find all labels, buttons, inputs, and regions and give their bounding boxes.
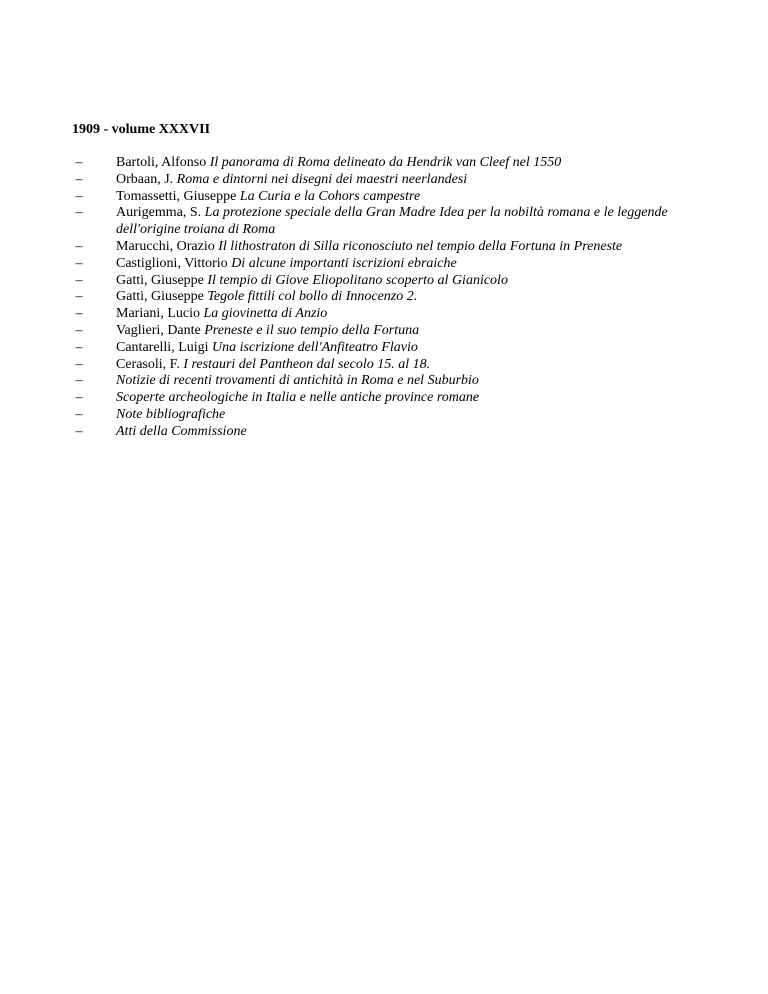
entry-author: Tomassetti, Giuseppe bbox=[116, 188, 237, 204]
list-item bbox=[72, 424, 692, 441]
entry-author: Bartoli, Alfonso bbox=[116, 155, 207, 170]
entry-title: La protezione speciale della Gran Madre Idea per la nobiltà romana e le leggende dell'origine troiana di Roma bbox=[116, 205, 668, 238]
dash-bullet: – bbox=[75, 322, 83, 338]
entry-author: Mariani, Lucio bbox=[116, 306, 200, 322]
entry-title: Note bibliografiche bbox=[116, 406, 226, 422]
entry-author: Cerasoli, F. bbox=[116, 356, 180, 372]
dash-bullet: – bbox=[75, 373, 83, 389]
list-item bbox=[72, 189, 692, 206]
entry-title: Preneste e il suo tempio della Fortuna bbox=[204, 322, 420, 338]
entry-author: Cantarelli, Luigi bbox=[116, 339, 209, 355]
entry-title: Atti della Commissione bbox=[116, 423, 247, 439]
list-item bbox=[72, 373, 692, 390]
entry-author: Orbaan, J. bbox=[116, 171, 174, 187]
list-item bbox=[72, 306, 692, 323]
entry-author: Vaglieri, Dante bbox=[116, 322, 201, 338]
dash-bullet: – bbox=[75, 272, 83, 288]
list-item bbox=[72, 205, 692, 239]
entry-title: La Curia e la Cohors campestre bbox=[239, 188, 421, 204]
list-item bbox=[72, 289, 692, 306]
entry-title: La giovinetta di Anzio bbox=[203, 306, 328, 322]
dash-bullet: – bbox=[75, 356, 83, 372]
entry-title: Di alcune importanti iscrizioni ebraiche bbox=[231, 255, 457, 271]
entry-title: Il lithostraton di Silla riconosciuto nel tempio della Fortuna in Preneste bbox=[218, 238, 623, 254]
dash-bullet: – bbox=[75, 339, 83, 355]
dash-bullet: – bbox=[75, 155, 83, 170]
list-item bbox=[72, 323, 692, 340]
entry-title: Una iscrizione dell'Anfiteatro Flavio bbox=[212, 339, 418, 355]
dash-bullet: – bbox=[75, 306, 83, 322]
entry-author: Marucchi, Orazio bbox=[116, 238, 215, 254]
entry-title: Il panorama di Roma delineato da Hendrik van Cleef nel 1550 bbox=[209, 155, 562, 170]
entry-author: Castiglioni, Vittorio bbox=[116, 255, 228, 271]
list-item bbox=[72, 390, 692, 407]
entry-title: Il tempio di Giove Eliopolitano scoperto al Gianicolo bbox=[207, 272, 508, 288]
list-item bbox=[72, 273, 692, 290]
list-item bbox=[72, 256, 692, 273]
dash-bullet: – bbox=[75, 255, 83, 271]
entry-author: Gatti, Giuseppe bbox=[116, 289, 204, 305]
entry-author: Gatti, Giuseppe bbox=[116, 272, 204, 288]
dash-bullet: – bbox=[75, 188, 83, 204]
entry-title: Notizie di recenti trovamenti di antichità in Roma e nel Suburbio bbox=[116, 373, 479, 389]
dash-bullet: – bbox=[75, 238, 83, 254]
list-item bbox=[72, 340, 692, 357]
volume-heading: 1909 - volume XXXVII bbox=[72, 122, 211, 137]
dash-bullet: – bbox=[75, 171, 83, 187]
list-item bbox=[72, 407, 692, 424]
list-item bbox=[72, 155, 692, 172]
entry-author: Aurigemma, S. bbox=[116, 205, 202, 221]
dash-bullet: – bbox=[75, 406, 83, 422]
dash-bullet: – bbox=[75, 289, 83, 305]
contents-list bbox=[72, 155, 692, 441]
list-item bbox=[72, 172, 692, 189]
dash-bullet: – bbox=[75, 423, 83, 439]
document-page bbox=[72, 122, 692, 441]
dash-bullet: – bbox=[75, 205, 83, 221]
entry-title: Roma e dintorni nei disegni dei maestri neerlandesi bbox=[176, 171, 468, 187]
list-item bbox=[72, 357, 692, 374]
list-item bbox=[72, 239, 692, 256]
dash-bullet: – bbox=[75, 390, 83, 406]
entry-title: Scoperte archeologiche in Italia e nelle antiche province romane bbox=[116, 390, 480, 406]
entry-title: Tegole fittili col bollo di Innocenzo 2. bbox=[207, 289, 418, 305]
entry-title: I restauri del Pantheon dal secolo 15. al 18. bbox=[183, 356, 431, 372]
